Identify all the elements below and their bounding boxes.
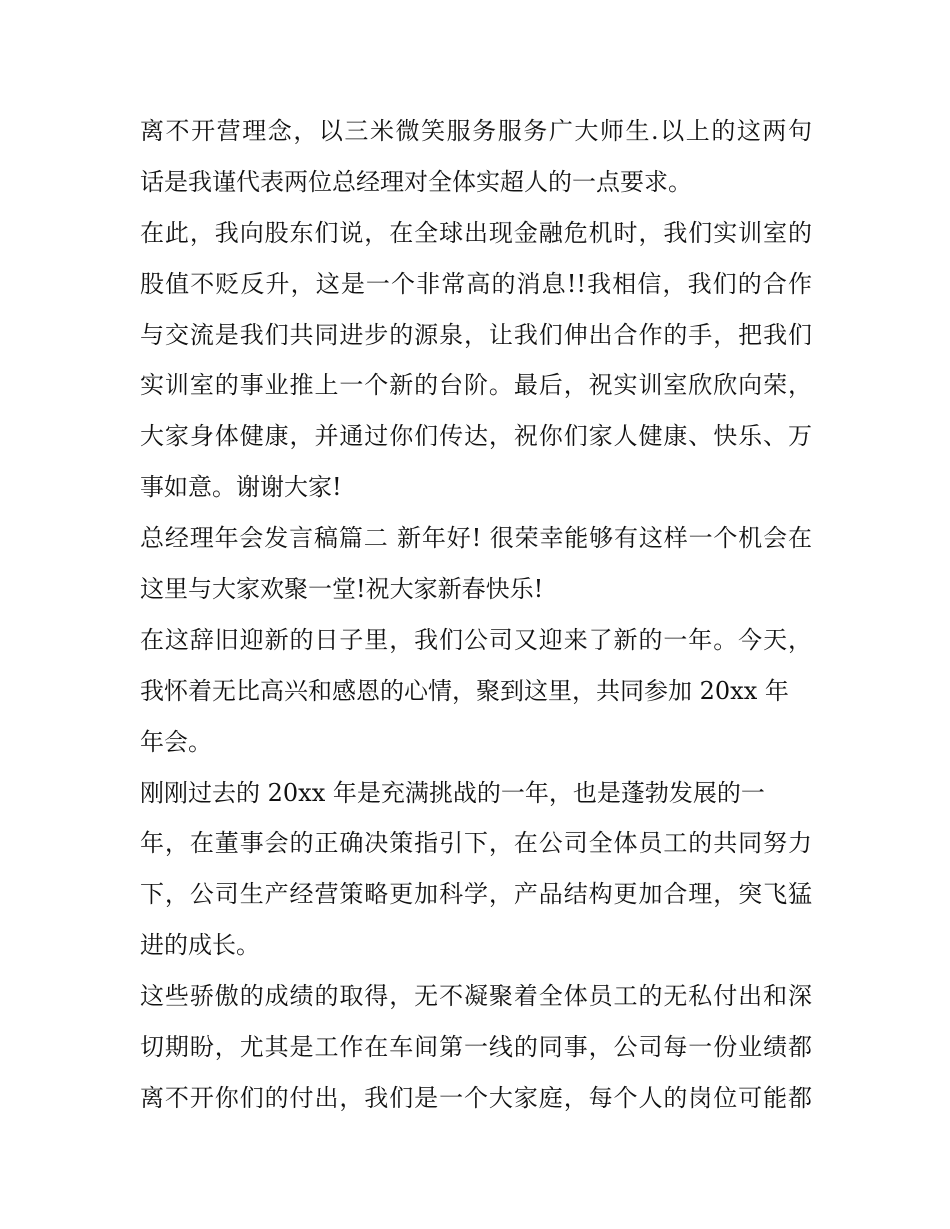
text-line: 总经理年会发言稿篇二 新年好! 很荣幸能够有这样一个机会在: [140, 524, 812, 553]
text-line: 我怀着无比高兴和感恩的心情，聚到这里，共同参加 20xx 年: [140, 676, 789, 705]
text-line: 事如意。谢谢大家!: [140, 473, 342, 502]
paragraph-4: [140, 615, 812, 768]
text-line: 实训室的事业推上一个新的台阶。最后，祝实训室欣欣向荣，: [140, 371, 812, 400]
text-line: 离不开营理念，以三米微笑服务服务广大师生.以上的这两句: [140, 117, 812, 145]
text-line: 在这辞旧迎新的日子里，我们公司又迎来了新的一年。今天，: [140, 625, 812, 654]
paragraph-3: [140, 513, 812, 615]
text-line: 进的成长。: [140, 931, 260, 960]
paragraph-5: [140, 768, 812, 972]
text-line: 这些骄傲的成绩的取得，无不凝聚着全体员工的无私付出和深: [140, 982, 812, 1011]
text-line: 下，公司生产经营策略更加科学，产品结构更加合理，突飞猛: [140, 880, 812, 909]
text-line: 在此，我向股东们说，在全球出现金融危机时，我们实训室的: [140, 218, 812, 247]
text-line: 刚刚过去的 20xx 年是充满挑战的一年，也是蓬勃发展的一: [140, 778, 765, 807]
text-line: 与交流是我们共同进步的源泉，让我们伸出合作的手，把我们: [140, 320, 812, 349]
text-line: 这里与大家欢聚一堂!祝大家新春快乐!: [140, 575, 544, 604]
text-line: 离不开你们的付出，我们是一个大家庭，每个人的岗位可能都: [140, 1083, 812, 1112]
text-line: 切期盼，尤其是工作在车间第一线的同事，公司每一份业绩都: [140, 1033, 812, 1062]
paragraph-1: [140, 106, 812, 208]
paragraph-2: [140, 208, 812, 513]
text-line: 大家身体健康，并通过你们传达，祝你们家人健康、快乐、万: [140, 422, 812, 451]
document-body: [140, 106, 812, 1124]
text-line: 年，在董事会的正确决策指引下，在公司全体员工的共同努力: [140, 829, 812, 858]
paragraph-6: [140, 971, 812, 1124]
text-line: 年会。: [140, 727, 212, 756]
text-line: 话是我谨代表两位总经理对全体实超人的一点要求。: [140, 167, 692, 196]
text-line: 股值不贬反升，这是一个非常高的消息!!我相信，我们的合作: [140, 269, 812, 298]
